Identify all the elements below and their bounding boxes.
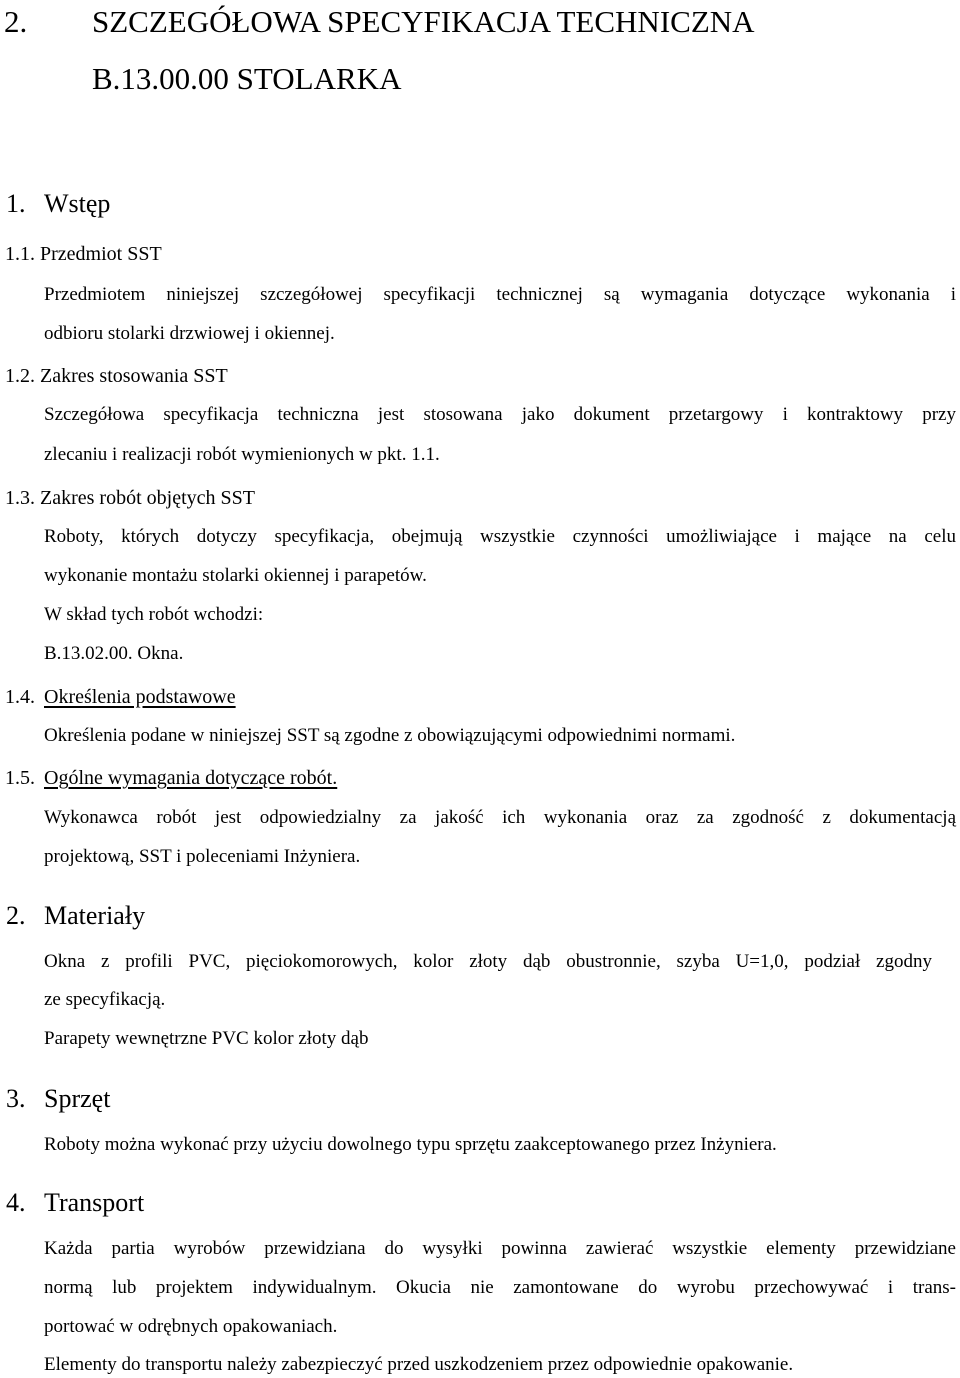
section-1-2-text-line: Szczegółowa specyfikacja techniczna jest stosowana jako dokument przetargowy i kontraktowy przy [44, 404, 956, 425]
section-3-title: Sprzęt [44, 1084, 111, 1113]
section-3-number: 3. [6, 1084, 26, 1113]
section-1-4-number: 1.4. [5, 686, 35, 708]
section-1-3-text-line: B.13.02.00. Okna. [44, 643, 184, 664]
section-2-text-line: ze specyfikacją. [44, 989, 166, 1010]
section-1-5-heading: Ogólne wymagania dotyczące robót. [44, 767, 338, 789]
section-2-text-line: Okna z profili PVC, pięciokomorowych, kolor złoty dąb obustronnie, szyba U=1,0, podział zgodny [44, 951, 932, 972]
section-1-2-heading: 1.2. Zakres stosowania SST [5, 365, 228, 387]
section-1-1-heading: 1.1. Przedmiot SST [5, 243, 162, 265]
section-4-title: Transport [44, 1188, 145, 1217]
section-1-title: Wstęp [44, 189, 111, 218]
section-2-title: Materiały [44, 901, 146, 930]
section-4-text-line: Elementy do transportu należy zabezpieczyć przed uszkodzeniem przez odpowiednie opakowanie. [44, 1354, 794, 1375]
section-4-text-line: Każda partia wyrobów przewidziana do wysyłki powinna zawierać wszystkie elementy przewidziane [44, 1238, 956, 1259]
section-1-4-heading: Określenia podstawowe [44, 686, 236, 708]
section-1-2-text-line: zlecaniu i realizacji robót wymienionych w pkt. 1.1. [44, 444, 440, 465]
section-1-1-text-line: Przedmiotem niniejszej szczegółowej specyfikacji technicznej są wymagania dotyczące wykonania i [44, 284, 956, 305]
section-1-4-text-line: Określenia podane w niniejszej SST są zgodne z obowiązującymi odpowiednimi normami. [44, 725, 736, 746]
section-1-number: 1. [6, 189, 26, 218]
section-1-5-text-line: projektową, SST i poleceniami Inżyniera. [44, 846, 361, 867]
section-1-3-text-line: Roboty, których dotyczy specyfikacja, obejmują wszystkie czynności umożliwiające i mające na celu [44, 526, 956, 547]
section-1-5-number: 1.5. [5, 767, 35, 789]
section-4-number: 4. [6, 1188, 26, 1217]
section-2-text-line: Parapety wewnętrzne PVC kolor złoty dąb [44, 1028, 369, 1049]
document-subtitle: B.13.00.00 STOLARKA [92, 61, 402, 96]
section-4-text-line: portować w odrębnych opakowaniach. [44, 1316, 338, 1337]
section-1-3-text-line: W skład tych robót wchodzi: [44, 604, 264, 625]
title-number: 2. [4, 4, 28, 39]
section-1-1-text-line: odbioru stolarki drzwiowej i okiennej. [44, 323, 335, 344]
document-title: SZCZEGÓŁOWA SPECYFIKACJA TECHNICZNA [92, 4, 755, 39]
section-4-text-line: normą lub projektem indywidualnym. Okucia nie zamontowane do wyrobu przechowywać i trans- [44, 1277, 956, 1298]
section-1-3-heading: 1.3. Zakres robót objętych SST [5, 487, 255, 509]
section-2-number: 2. [6, 901, 26, 930]
section-1-5-text-line: Wykonawca robót jest odpowiedzialny za jakość ich wykonania oraz za zgodność z dokumentacją [44, 807, 956, 828]
section-1-3-text-line: wykonanie montażu stolarki okiennej i parapetów. [44, 565, 427, 586]
section-3-text-line: Roboty można wykonać przy użyciu dowolnego typu sprzętu zaakceptowanego przez Inżyniera. [44, 1134, 777, 1155]
